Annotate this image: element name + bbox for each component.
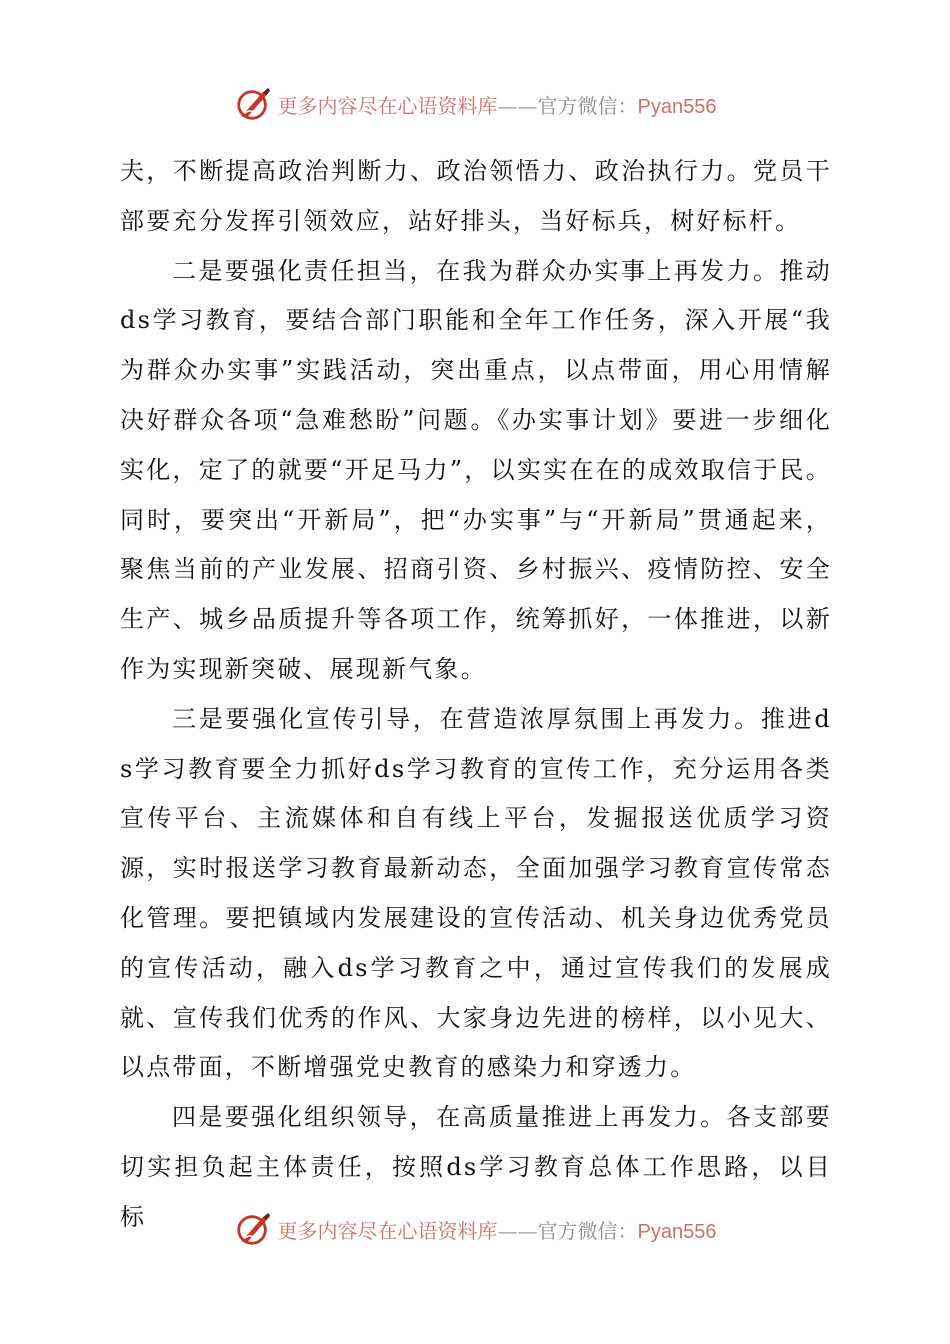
pen-nib-logo-icon (234, 1210, 272, 1248)
wechat-label: 官方微信： (537, 93, 638, 118)
wechat-id: Pyan556 (637, 95, 717, 118)
pen-nib-logo-icon (234, 85, 272, 123)
document-body (120, 147, 832, 1243)
wechat-id: Pyan556 (637, 1220, 717, 1243)
site-name: 更多内容尽在心语资料库 (277, 1218, 498, 1243)
banner-text (278, 90, 717, 119)
paragraph-1: 夫，不断提高政治判断力、政治领悟力、政治执行力。党员干部要充分发挥引领效应，站好排头，当好标兵，树好标杆。 (120, 157, 832, 235)
banner-separator: —— (497, 93, 538, 118)
paragraph-4: 四是要强化组织领导，在高质量推进上再发力。各支部要切实担负起主体责任，按照ds学习教育总体工作思路，以目标 (120, 1103, 832, 1231)
header-banner (0, 82, 950, 126)
paragraph-3: 三是要强化宣传引导，在营造浓厚氛围上再发力。推进ds学习教育要全力抓好ds学习教育的宣传工作，充分运用各类宣传平台、主流媒体和自有线上平台，发掘报送优质学习资源，实时报送学习教育最新动态，全面加强学习教育宣传常态化管理。要把镇域内发展建设的宣传活动、机关身边优秀党员的宣传活动，融入ds学习教育之中，通过宣传我们的发展成就、宣传我们优秀的作风、大家身边先进的榜样，以小见大、以点带面，不断增强党史教育的感染力和穿透力。 (120, 704, 832, 1082)
site-name: 更多内容尽在心语资料库 (277, 93, 498, 118)
banner-separator: —— (497, 1218, 538, 1243)
banner-text (278, 1215, 717, 1244)
footer-banner (0, 1207, 950, 1251)
wechat-label: 官方微信： (537, 1218, 638, 1243)
paragraph-2: 二是要强化责任担当，在我为群众办实事上再发力。推动ds学习教育，要结合部门职能和全年工作任务，深入开展“我为群众办实事”实践活动，突出重点，以点带面，用心用情解决好群众各项“急难愁盼”问题。《办实事计划》要进一步细化实化，定了的就要“开足马力”，以实实在在的成效取信于民。同时，要突出“开新局”，把“办实事”与“开新局”贯通起来，聚焦当前的产业发展、招商引资、乡村振兴、疫情防控、安全生产、城乡品质提升等各项工作，统筹抓好，一体推进，以新作为实现新突破、展现新气象。 (120, 256, 832, 683)
